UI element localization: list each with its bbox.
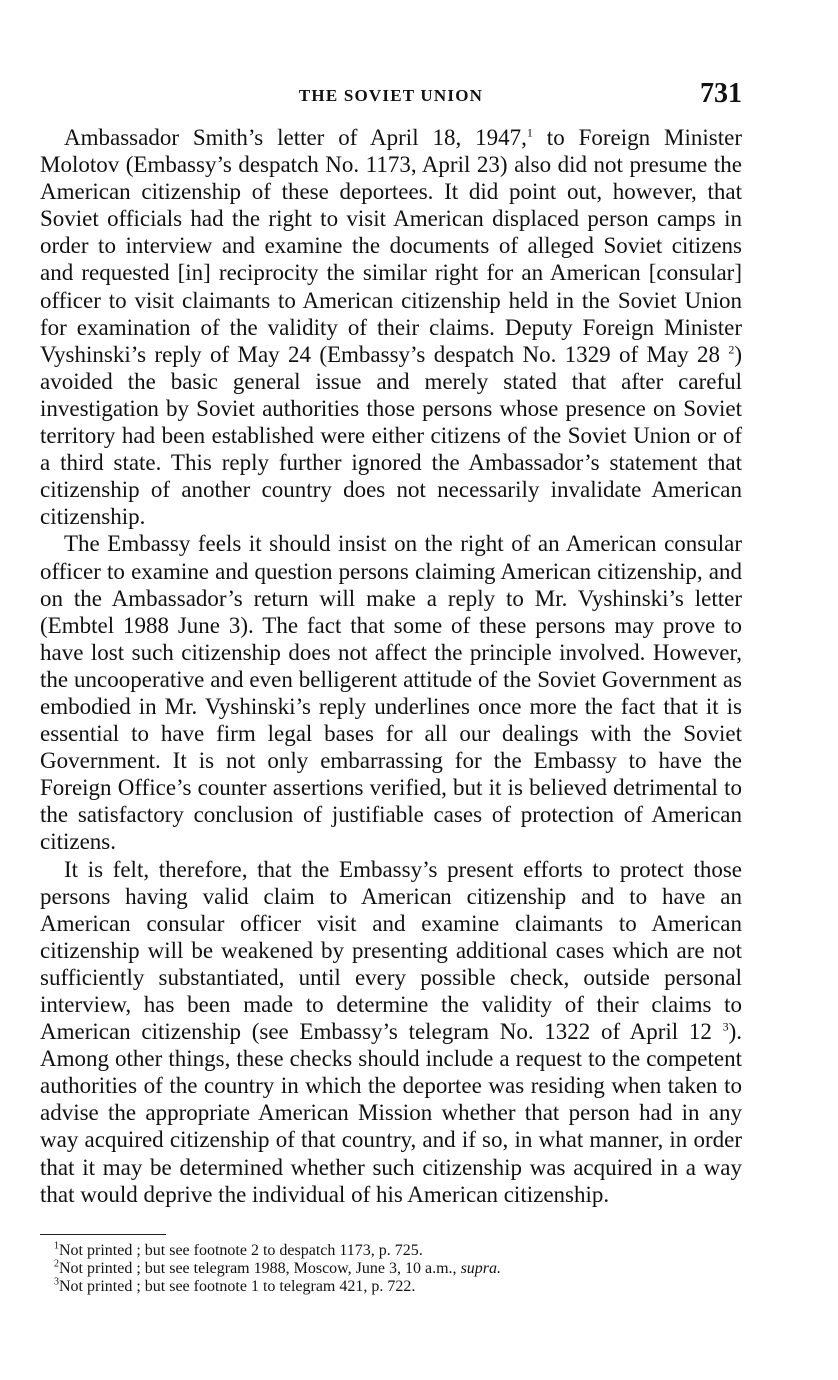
paragraph-1-part-a: Ambassador Smith’s letter of April 18, 1947, [64,125,527,150]
footnote-2 [54,1260,742,1278]
footnote-mark: 1 [54,1240,59,1252]
page-number: 731 [700,78,742,109]
paragraph-1 [40,124,742,530]
footnote-mark: 3 [54,1276,59,1288]
footnote-1 [54,1242,742,1260]
footnote-ref-3: 3 [722,1019,729,1034]
footnote-ref-1: 1 [526,125,533,140]
footnote-ref-2: 2 [728,342,735,357]
running-title: THE SOVIET UNION [298,86,484,105]
footnote-3 [54,1278,742,1296]
paragraph-3 [40,856,742,1208]
footnote-mark: 2 [54,1258,59,1270]
paragraph-3-part-a: It is felt, therefore, that the Embassy’s present efforts to protect those persons having valid claim to American citizenship and to have an American consular officer visit and examine claimants to American citizenship will be weakened by presenting additional cases which are not sufficiently substantiated, until every possible check, outside personal interview, has been made to determine the validity of their claims to American citizenship (see Embassy’s telegram No. 1322 of April 12 [40,856,742,1045]
footnote-text: Not printed ; but see telegram 1988, Moscow, June 3, 10 a.m., [59,1260,461,1277]
paragraph-2: The Embassy feels it should insist on the right of an American consular officer to examine and question persons claiming American citizenship, and on the Ambassador’s return will make a reply to Mr. Vyshinski’s letter (Embtel 1988 June 3). The fact that some of these persons may prove to have lost such citizenship does not affect the principle involved. However, the uncooperative and even belligerent attitude of the Soviet Government as embodied in Mr. Vyshinski’s reply underlines once more the fact that it is essential to have firm legal bases for all our dealings with the Soviet Government. It is not only embarrassing for the Embassy to have the Foreign Office’s counter assertions verified, but it is believed detrimental to the satisfactory conclusion of justifiable cases of protection of American citizens. [40,531,742,855]
footnotes [54,1242,742,1296]
footnote-divider [40,1234,166,1235]
running-head [40,78,742,116]
footnote-text: Not printed ; but see footnote 1 to telegram 421, p. 722. [59,1278,416,1295]
body-text [40,124,742,1208]
paragraph-3-part-b: ). Among other things, these checks should include a request to the competent authorities of the country in which the deportee was residing when taken to advise the appropriate American Mission whether that person had in any way acquired citizenship of that country, and if so, in what manner, in order that it may be determined whether such citizenship was acquired in a way that would deprive the individual of his American citizenship. [40,1019,742,1207]
paragraph-1-part-c: ) avoided the basic general issue and merely stated that after careful investigation by Soviet authorities those persons whose presence on Soviet territory had been established were either citizens of the Soviet Union or of a third state. This reply further ignored the Ambassador’s statement that citizenship of another country does not necessarily invalidate American citizenship. [40,341,742,530]
footnote-text: Not printed ; but see footnote 2 to despatch 1173, p. 725. [59,1242,423,1259]
footnote-italic: supra. [460,1260,502,1277]
paragraph-1-part-b: to Foreign Minister Molotov (Embassy’s despatch No. 1173, April 23) also did not presume the American citizenship of these deportees. It did point out, however, that Soviet officials had the right to visit American displaced person camps in order to interview and examine the documents of alleged Soviet citizens and requested [in] reciprocity the similar right for an American [consular] officer to visit claimants to American citizenship held in the Soviet Union for examination of the validity of their claims. Deputy Foreign Minister Vyshinski’s reply of May 24 (Embassy’s despatch No. 1329 of May 28 [40,125,742,367]
